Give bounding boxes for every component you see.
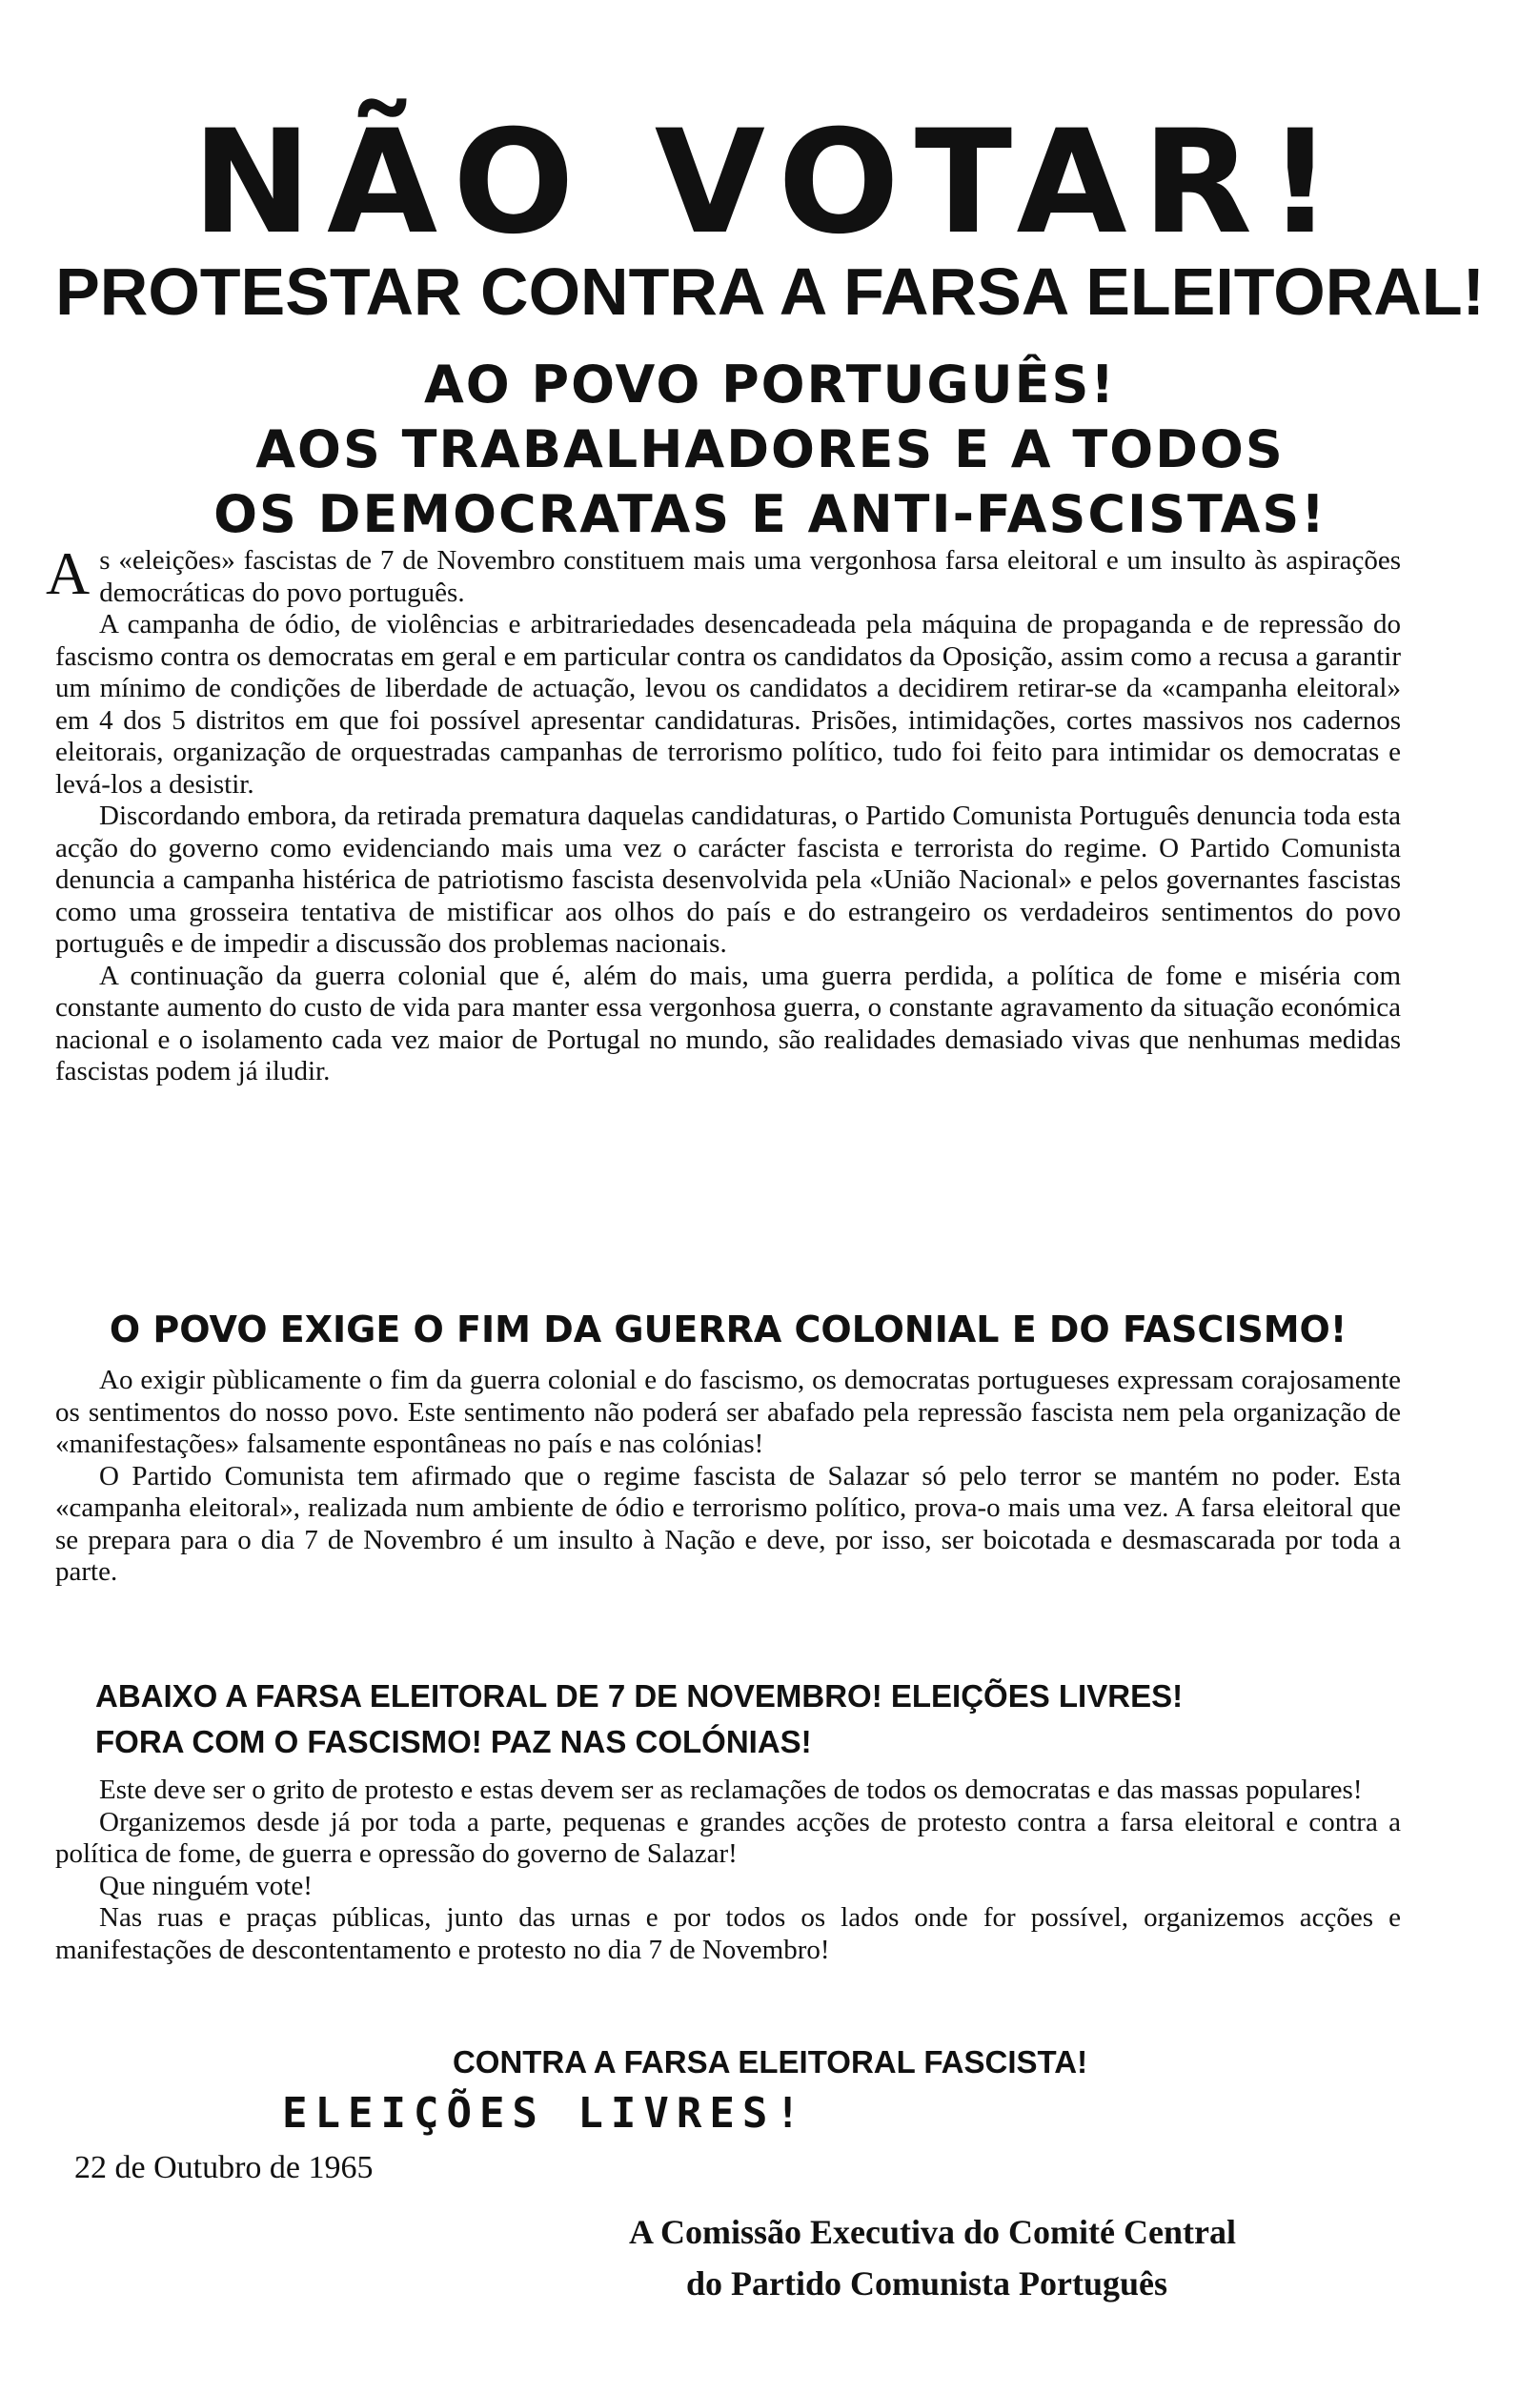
paragraph: A campanha de ódio, de violências e arbitrariedades desencadeada pela máquina de propaganda e de repressão do fascismo contra os democratas em geral e em particular contra os candidatos da Oposição, assim como a recusa a garantir um mínimo de condições de liberdade de actuação, levou os candidatos a decidirem retirar-se da «campanha eleitoral» em 4 dos 5 distritos em que foi possível apresentar candidaturas. Prisões, intimidações, cortes massivos nos cadernos eleitorais, organização de orquestradas campanhas de terrorismo político, tudo foi feito para intimidar os democratas e levá-los a desistir. xyxy=(55,609,1401,800)
slogan-line-2: FORA COM O FASCISMO! PAZ NAS COLÓNIAS! xyxy=(95,1724,812,1759)
signature-line-2: do Partido Comunista Português xyxy=(686,2264,1168,2303)
paragraph: A continuação da guerra colonial que é, além do mais, uma guerra perdida, a política de fome e miséria com constante aumento do custo de vida para manter essa vergonhosa guerra, o constante agravamento da situação económica nacional e o isolamento cada vez maior de Portugal no mundo, são realidades demasiado vivas que nenhumas medidas fascistas podem já iludir. xyxy=(55,960,1401,1086)
address-line-3: OS DEMOCRATAS E ANTI-FASCISTAS! xyxy=(213,484,1327,544)
paragraph xyxy=(46,539,1401,609)
paragraph: Discordando embora, da retirada prematura daquelas candidaturas, o Partido Comunista Português denuncia toda esta acção do governo como evidenciando mais uma vez o carácter fascista e terrorista do regime. O Partido Comunista denuncia a campanha histérica de patriotismo fascista desenvolvida pela «União Nacional» e pelos governantes fascistas como uma grosseira tentativa de mistificar aos olhos do país e do estrangeiro os verdadeiros sentimentos do povo português e de impedir a discussão dos problemas nacionais. xyxy=(55,801,1401,959)
paragraph: Organizemos desde já por toda a parte, pequenas e grandes acções de protesto contra a farsa eleitoral e contra a política de fome, de guerra e opressão do governo de Salazar! xyxy=(55,1806,1401,1869)
text-block-middle xyxy=(55,1365,1401,1589)
address-line-1: AO POVO PORTUGUÊS! xyxy=(424,355,1116,415)
address-line-2: AOS TRABALHADORES E A TODOS xyxy=(255,419,1285,479)
text-block-call xyxy=(55,1775,1401,1966)
paragraph: Que ninguém vote! xyxy=(99,1870,313,1901)
slogan-heading: O POVO EXIGE O FIM DA GUERRA COLONIAL E DO FASCISMO! xyxy=(109,1309,1348,1350)
paragraph: Nas ruas e praças públicas, junto das urnas e por todos os lados onde for possível, organizemos acções e manifestações de descontentamento e protesto no dia 7 de Novembro! xyxy=(55,1902,1401,1965)
text-block-intro xyxy=(46,539,1401,1088)
paragraph: Este deve ser o grito de protesto e estas devem ser as reclamações de todos os democratas e das massas populares! xyxy=(99,1775,1363,1805)
paragraph: Ao exigir pùblicamente o fim da guerra colonial e do fascismo, os democratas portugueses expressam corajosamente os sentimentos do nosso povo. Este sentimento não poderá ser abafado pela repressão fascista nem pela organização de «manifestações» falsamente espontâneas no país e nas colónias! xyxy=(55,1365,1401,1459)
drop-cap: A xyxy=(46,539,91,607)
closing-slogan-2: ELEIÇÕES LIVRES! xyxy=(282,2089,808,2138)
main-title: NÃO VOTAR! xyxy=(192,100,1348,266)
signature-line-1: A Comissão Executiva do Comité Central xyxy=(629,2213,1236,2251)
slogan-line-1: ABAIXO A FARSA ELEITORAL DE 7 DE NOVEMBRO! ELEIÇÕES LIVRES! xyxy=(95,1678,1184,1714)
subtitle: PROTESTAR CONTRA A FARSA ELEITORAL! xyxy=(55,254,1485,329)
paragraph-text: s «eleições» fascistas de 7 de Novembro constituem mais uma vergonhosa farsa eleitoral e um insulto às aspirações democráticas do povo português. xyxy=(99,545,1401,608)
document-date: 22 de Outubro de 1965 xyxy=(74,2150,374,2185)
paragraph: O Partido Comunista tem afirmado que o regime fascista de Salazar só pelo terror se mantém no poder. Esta «campanha eleitoral», realizada num ambiente de ódio e terrorismo político, prova-o mais uma vez. A farsa eleitoral que se prepara para o dia 7 de Novembro é um insulto à Nação e deve, por isso, ser boicotada e desmascarada por toda a parte. xyxy=(55,1460,1401,1587)
closing-slogan: CONTRA A FARSA ELEITORAL FASCISTA! xyxy=(452,2044,1088,2080)
